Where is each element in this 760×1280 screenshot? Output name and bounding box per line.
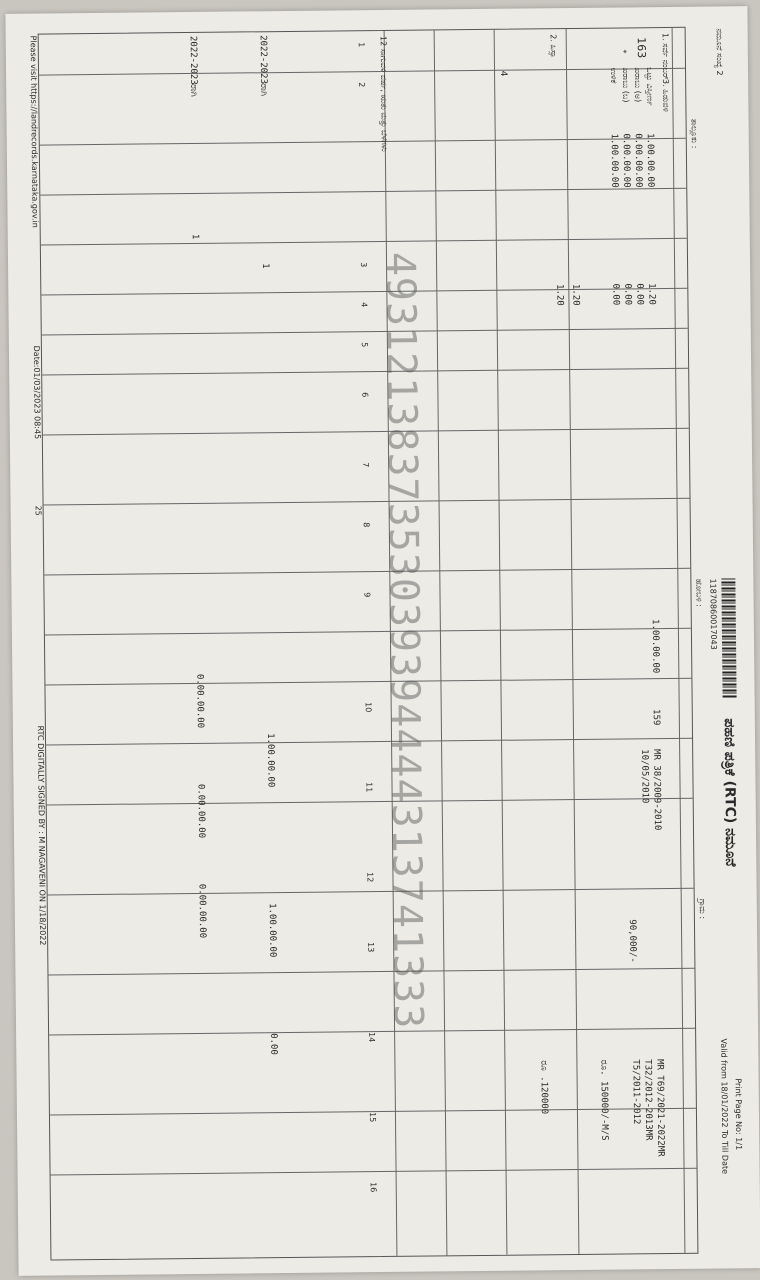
loan-amount: 90,000/- [626,919,638,963]
assessment-1: 0.00 [634,283,645,306]
mutation-date: 10/05/2010 [639,749,650,804]
area-label-3: ಉಳಿಕೆ [609,67,619,84]
area-value-3: 1.00.00.00 [608,133,620,188]
area-label-0: ಒಟ್ಟು ವಿಸ್ತೀರ್ಣ [645,67,655,106]
hissa-value: * [618,49,628,54]
crop-row-2-value: 0.00.00.00 [195,783,207,839]
crop-col-16: 16 [368,1182,378,1193]
crop-col-14: 14 [367,1032,377,1043]
assessment-total-2: 1.20 [554,284,565,306]
assessment-total: 1.20 [570,283,581,306]
owner-area: 1.00.00.00 [649,619,661,674]
crop-section-label: 12 ಸಾಗುವಳಿ ವರ್ಷ, ಋತು ಮತ್ತು ಬೆಳೆಗಳು [378,35,389,152]
crop-row-2-area: 0.00.00.00 [194,673,205,729]
valid-from: Valid from 18/01/2022 To Till Date [719,1038,730,1175]
crop-row-2-count: 1 [189,233,200,240]
barcode [721,578,736,698]
rtc-document [18,18,751,1265]
assessment-3: 0.00 [610,283,621,306]
footer-signed: RTC DIGITALLY SIGNED BY : M NAGAVENI ON 1/18/2022 [35,725,48,946]
other-rights-2: T5/2011-2012 [630,1059,642,1125]
crop-col-8: 8 [361,522,371,528]
crop-row-1-count: 1 [260,263,271,269]
crop-col-5: 5 [359,342,369,348]
assessment-0: 1.20 [646,283,657,305]
tenure-label: 3. ಹಿಡುವಳಿ [661,78,671,112]
crop-row-1-crop: ರಾಗಿ [258,83,269,97]
area-label-2: ಖರಾಬು (ಬ) [621,67,631,103]
row-four: 4 [498,70,509,77]
footer-date: Date:01/03/2023 08:45 [31,345,42,440]
other-rights-1: T32/2012-2013MR [642,1059,654,1141]
crop-col-10: 10 [363,702,373,713]
crop-col-13: 13 [366,942,376,953]
crop-col-12: 12 [365,872,375,883]
mutation-ref: MR 38/2009-2010 [651,749,662,831]
taluk-label: ತಾಲ್ಲೂಕು : [689,118,699,149]
footer-note: Please visit https://landrecords.karnataka.gov.in [28,35,40,228]
footer-page: 25 [33,505,43,516]
hobli-label: ಹೋಬಳಿ : [694,578,704,608]
crop-col-7: 7 [361,462,371,468]
crop-row-2-year: 2022-2023 [187,35,199,85]
crop-col-2: 2 [357,82,367,88]
barcode-number: 11870860017043 [708,578,719,650]
document-title: ಪಹಣಿ ಪತ್ರಿಕೆ (RTC) ನಮೂನೆ [720,718,739,867]
crop-row-1-value: 1.00.00.00 [266,903,278,958]
other-rights-0: MR T69/2021-2022MR [654,1059,666,1157]
other-rights-4: ರೂ .120000 [538,1060,549,1115]
area-label-1: ಖರಾಬು (ಅ) [633,67,643,103]
crop-col-4: 4 [359,302,369,308]
hissa-label: 2. ಹಿಸ್ಸಾ [548,34,558,58]
crop-col-6: 6 [360,392,370,398]
crop-col-11: 11 [364,782,374,793]
crop-col-9: 9 [362,592,372,598]
print-page: Print Page No: 1/1 [733,1078,744,1151]
other-rights-3: ರೂ. 150000/-M/S [598,1059,610,1141]
watermark: 4931213837353039394444313741333 [376,251,432,1030]
area-value-1: 0.00.00.00 [632,133,644,188]
area-value-2: 0.00.00.00 [620,133,632,188]
assessment-2: 0.00 [622,283,633,306]
crop-row-1-irrigation: 0.00 [268,1033,279,1055]
survey-col-label: 1. ಸರ್ವೆ ನಂಬರ್ [660,32,671,80]
crop-col-1: 1 [356,42,366,48]
crop-row-1-year: 2022-2023 [257,35,269,85]
form-number: ನಮೂನೆ ಸಂಖ್ಯೆ 2 [714,28,725,76]
document-paper [5,6,760,1276]
village-label: ಗ್ರಾಮ : [697,898,707,920]
survey-number: 163 [634,37,648,59]
crop-row-2-irrigation: 0.00.00.00 [196,883,208,939]
crop-col-15: 15 [367,1112,378,1123]
owner-khata: 159 [650,709,661,726]
crop-row-2-crop: ರಾಗಿ [188,83,199,97]
crop-col-3: 3 [359,262,369,268]
area-value-0: 1.00.00.00 [644,133,656,188]
crop-row-1-area: 1.00.00.00 [264,733,276,788]
